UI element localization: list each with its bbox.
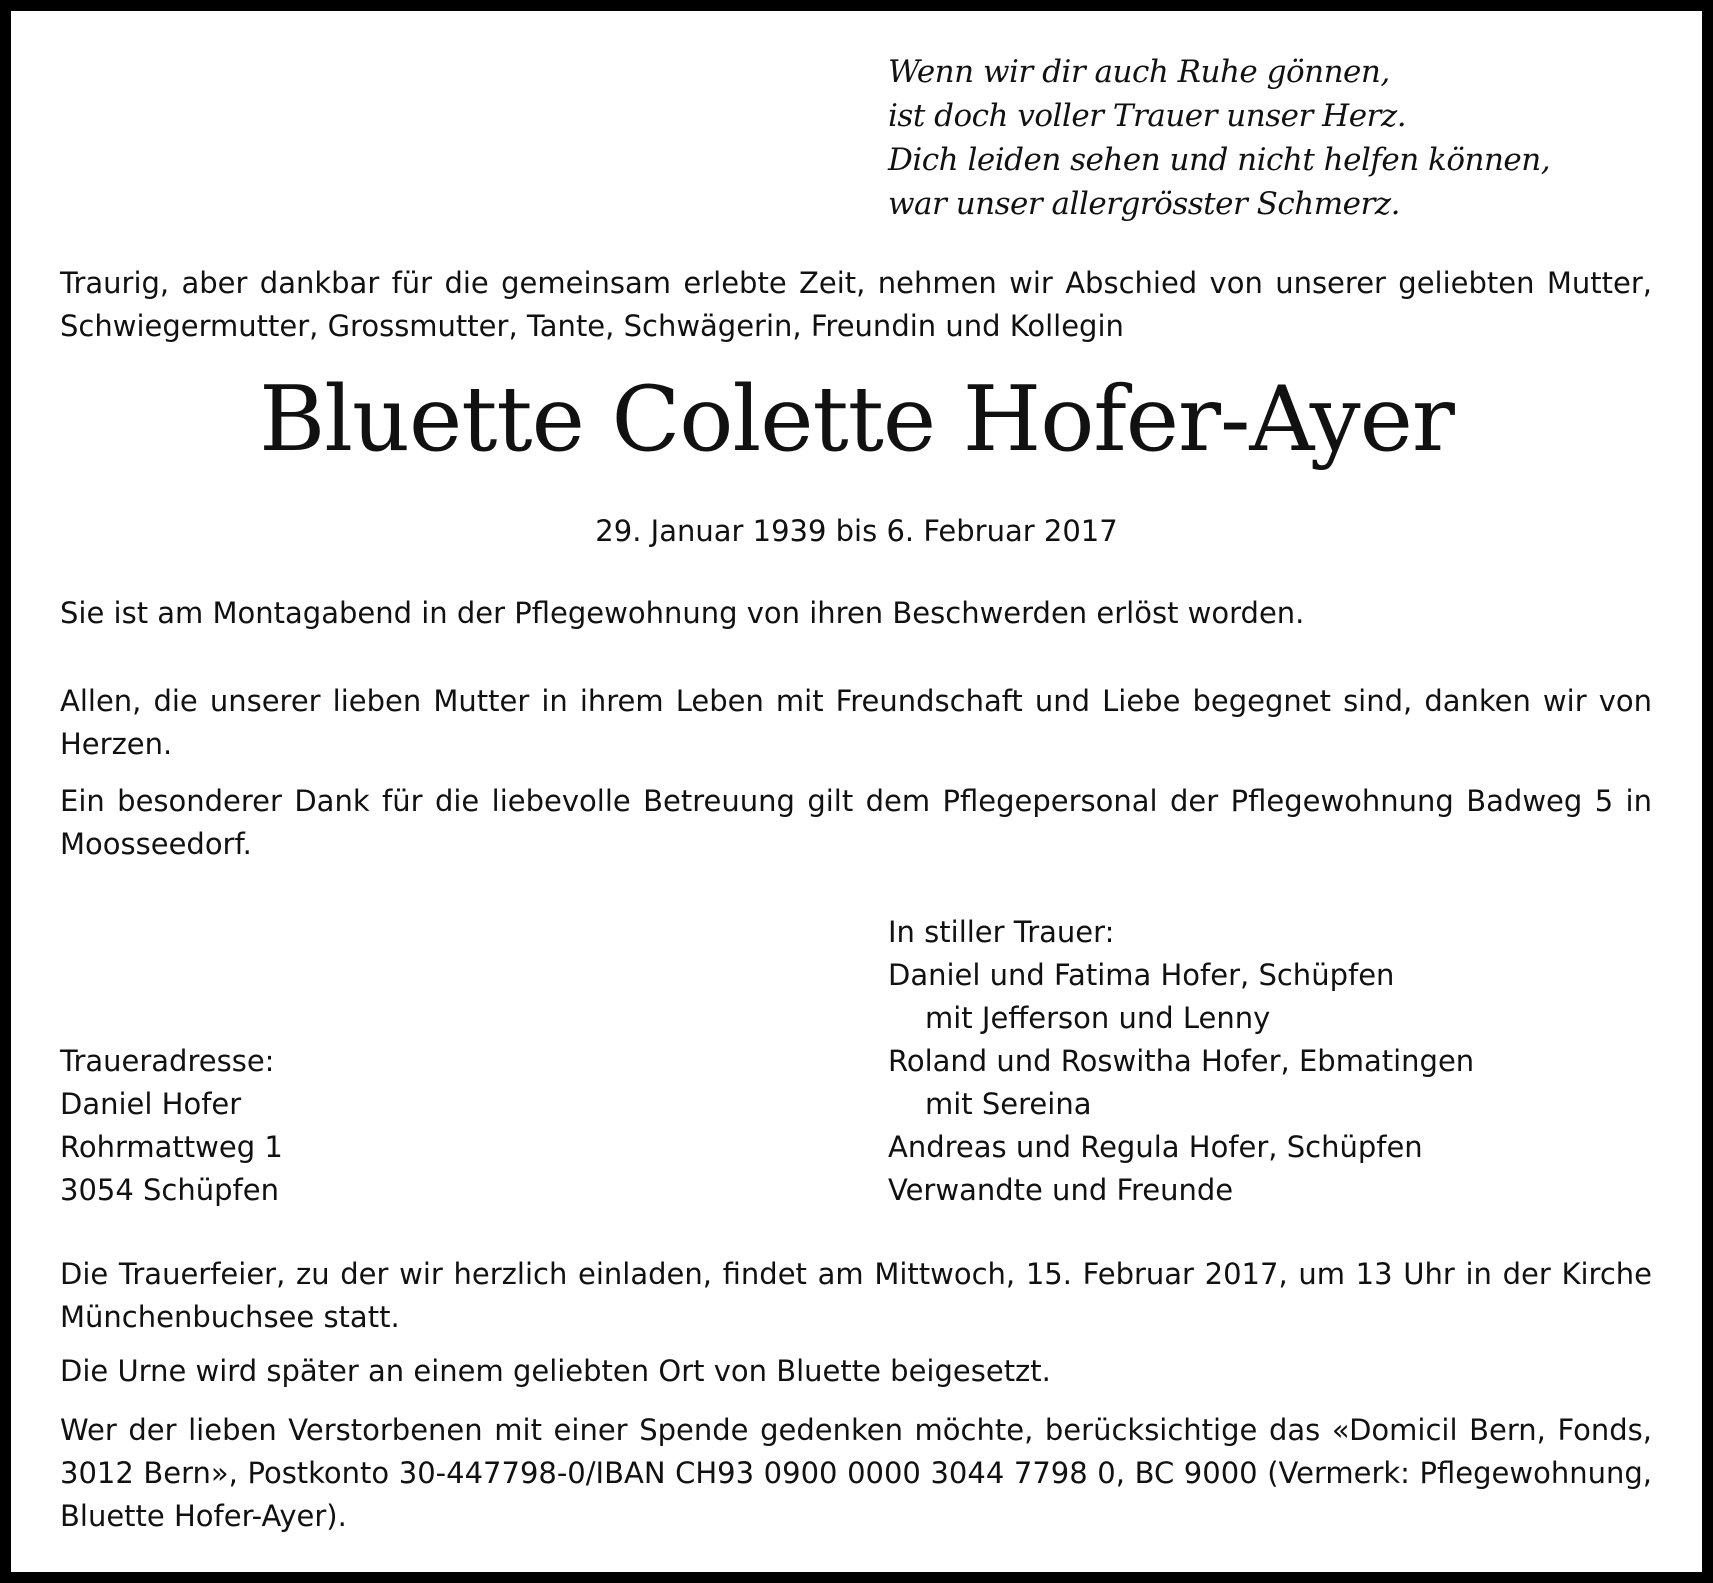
- mourner-family: Andreas und Regula Hofer, Schüpfen: [888, 1130, 1423, 1164]
- poem-line: ist doch voller Trauer unser Herz.: [888, 98, 1407, 134]
- poem: [888, 50, 1550, 226]
- mourners-list: [888, 911, 1474, 1212]
- paragraph-passing: Sie ist am Montagabend in der Pflegewohnung von ihren Beschwerden erlöst worden.: [60, 596, 1305, 630]
- mourner-family: Daniel und Fatima Hofer, Schüpfen: [888, 958, 1395, 992]
- donation-info: Wer der lieben Verstorbenen mit einer Spende gedenken möchte, berücksichtige das «Domicil Bern, Fonds, 3012 Bern», Postkonto 30-447798-0/IBAN CH93 0900 0000 3044 7798 0, BC 9000 (Vermerk: Pflegewohnung, Bluette Hofer-Ayer).: [60, 1413, 1652, 1533]
- poem-line: Dich leiden sehen und nicht helfen können,: [888, 142, 1551, 178]
- address-street: Rohrmattweg 1: [60, 1130, 283, 1164]
- mourners-heading: In stiller Trauer:: [888, 915, 1115, 949]
- funeral-info: Die Trauerfeier, zu der wir herzlich einladen, findet am Mittwoch, 15. Februar 2017, um 13 Uhr in der Kirche Münchenbuchsee statt.: [60, 1257, 1652, 1334]
- life-dates: 29. Januar 1939 bis 6. Februar 2017: [595, 514, 1118, 548]
- poem-line: Wenn wir dir auch Ruhe gönnen,: [888, 54, 1390, 90]
- mourner-family: Roland und Roswitha Hofer, Ebmatingen: [888, 1044, 1475, 1078]
- intro-text: Traurig, aber dankbar für die gemeinsam erlebte Zeit, nehmen wir Abschied von unserer geliebten Mutter, Schwiegermutter, Grossmutter, Tante, Schwägerin, Freundin und Kollegin: [60, 266, 1652, 343]
- deceased-name: Bluette Colette Hofer-Ayer: [259, 367, 1454, 472]
- urn-info: Die Urne wird später an einem geliebten Ort von Bluette beigesetzt.: [60, 1354, 1051, 1388]
- poem-line: war unser allergrösster Schmerz.: [888, 186, 1400, 222]
- mourning-address: [60, 1040, 283, 1212]
- paragraph-thanks: Allen, die unserer lieben Mutter in ihrem Leben mit Freundschaft und Liebe begegnet sind, danken wir von Herzen.: [60, 684, 1652, 761]
- paragraph-special-thanks: Ein besonderer Dank für die liebevolle Betreuung gilt dem Pflegepersonal der Pflegewohnung Badweg 5 in Moosseedorf.: [60, 784, 1652, 861]
- mourner-children: mit Sereina: [925, 1087, 1092, 1121]
- mourner-relatives: Verwandte und Freunde: [888, 1173, 1234, 1207]
- address-heading: Traueradresse:: [60, 1044, 275, 1078]
- address-name: Daniel Hofer: [60, 1087, 242, 1121]
- address-city: 3054 Schüpfen: [60, 1173, 279, 1207]
- mourner-children: mit Jefferson und Lenny: [925, 1001, 1271, 1035]
